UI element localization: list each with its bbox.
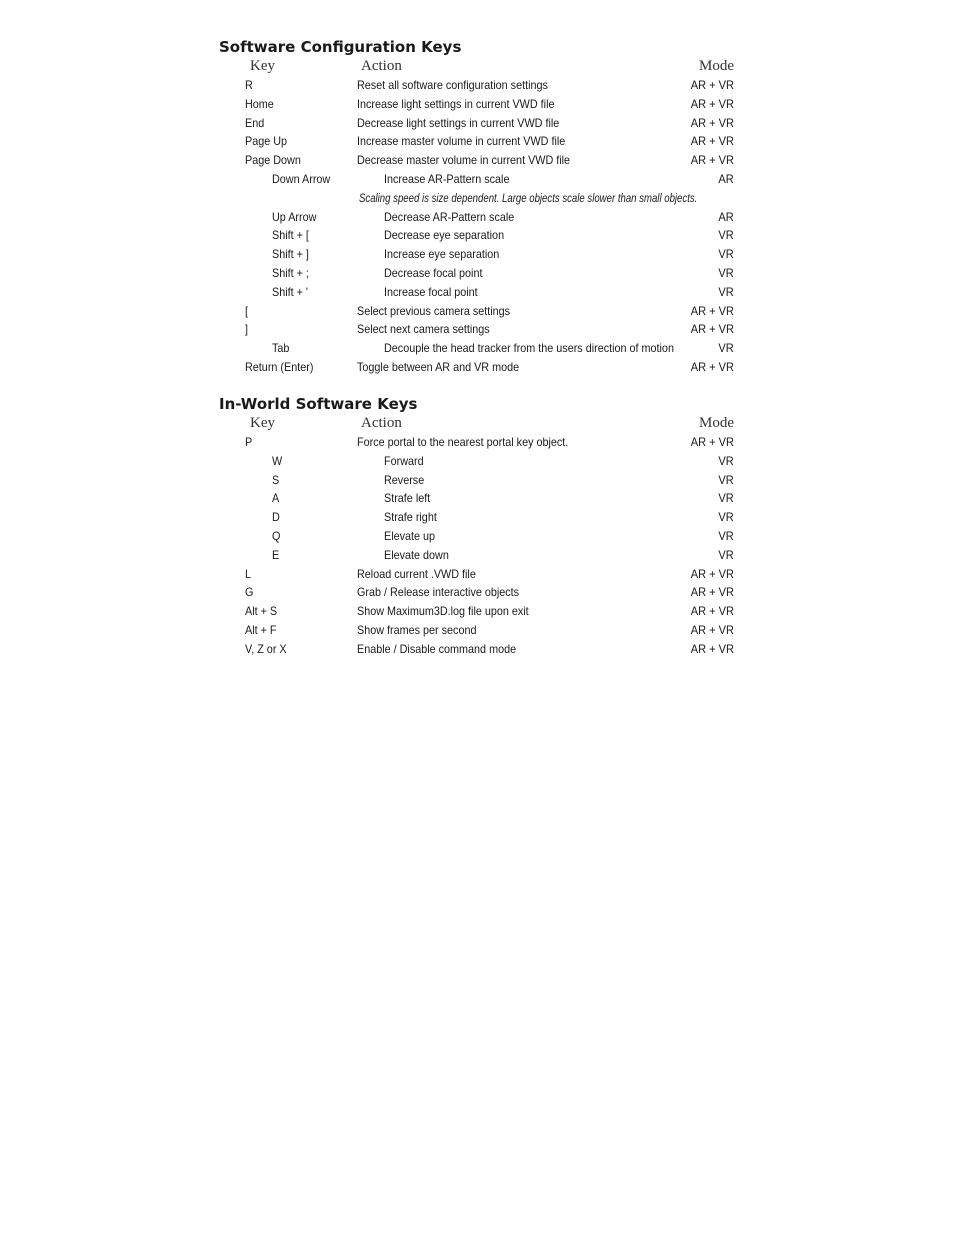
action-cell: Decrease light settings in current VWD file <box>357 115 560 130</box>
header-action: Action <box>361 58 402 74</box>
key-cell: Return (Enter) <box>245 359 314 374</box>
key-cell: S <box>272 472 280 487</box>
action-cell: Show Maximum3D.log file upon exit <box>357 604 529 619</box>
table-row <box>219 208 734 227</box>
action-cell: Increase master volume in current VWD file <box>357 134 566 149</box>
key-cell: W <box>272 453 283 468</box>
action-cell: Reload current .VWD file <box>357 566 476 581</box>
header-mode: Mode <box>699 58 734 74</box>
key-cell: L <box>245 566 252 581</box>
mode-cell: AR + VR <box>690 566 734 581</box>
key-cell: E <box>272 547 280 562</box>
key-cell: Page Down <box>245 153 301 168</box>
header-key: Key <box>250 58 275 74</box>
mode-cell: VR <box>718 247 734 262</box>
table-row <box>219 264 734 283</box>
table-row <box>219 226 734 245</box>
action-cell: Increase light settings in current VWD file <box>357 96 555 111</box>
action-cell: Increase AR-Pattern scale <box>384 171 510 186</box>
action-cell: Toggle between AR and VR mode <box>357 359 520 374</box>
header-mode: Mode <box>699 415 734 431</box>
table-row <box>219 602 734 621</box>
mode-cell: AR + VR <box>690 641 734 656</box>
mode-cell: AR + VR <box>690 153 734 168</box>
table-row <box>219 76 734 95</box>
mode-cell: AR + VR <box>690 622 734 637</box>
key-cell: V, Z or X <box>245 641 287 656</box>
key-cell: Page Up <box>245 134 288 149</box>
key-cell: R <box>245 78 253 92</box>
table-row <box>219 489 734 508</box>
table-row <box>219 640 734 659</box>
mode-cell: VR <box>718 472 734 487</box>
table-row <box>219 170 734 189</box>
action-cell: Select next camera settings <box>357 322 490 337</box>
key-cell: P <box>245 435 253 449</box>
table-row <box>219 151 734 170</box>
key-cell: Tab <box>272 341 290 356</box>
key-cell: Home <box>245 96 274 111</box>
key-cell: [ <box>245 303 249 318</box>
mode-cell: AR + VR <box>690 322 734 337</box>
mode-cell: AR + VR <box>690 78 734 92</box>
table-row <box>219 95 734 114</box>
action-cell: Decrease eye separation <box>384 228 505 243</box>
mode-cell: VR <box>718 265 734 280</box>
note-text: Scaling speed is size dependent. Large objects scale slower than small objects. <box>359 190 698 205</box>
mode-cell: VR <box>718 528 734 543</box>
mode-cell: VR <box>718 510 734 525</box>
action-cell: Elevate down <box>384 547 449 562</box>
table-row <box>219 245 734 264</box>
mode-cell: AR <box>718 209 734 224</box>
mode-cell: AR + VR <box>690 435 734 449</box>
action-cell: Strafe left <box>384 491 431 506</box>
table-row <box>219 546 734 565</box>
header-key: Key <box>250 415 275 431</box>
key-cell: A <box>272 491 280 506</box>
mode-cell: AR <box>718 171 734 186</box>
key-cell: End <box>245 115 265 130</box>
note-row <box>219 189 734 208</box>
mode-cell: VR <box>718 547 734 562</box>
mode-cell: AR + VR <box>690 96 734 111</box>
action-cell: Elevate up <box>384 528 436 543</box>
table-row <box>219 114 734 133</box>
table-row <box>219 433 734 452</box>
action-cell: Force portal to the nearest portal key object. <box>357 435 569 449</box>
mode-cell: AR + VR <box>690 359 734 374</box>
table-header <box>219 413 734 433</box>
action-cell: Forward <box>384 453 424 468</box>
action-cell: Decrease master volume in current VWD file <box>357 153 571 168</box>
key-cell: Alt + F <box>245 622 277 637</box>
table-row <box>219 320 734 339</box>
action-cell: Increase eye separation <box>384 247 500 262</box>
table-header <box>219 56 734 76</box>
mode-cell: AR + VR <box>690 303 734 318</box>
key-cell: Shift + ] <box>272 247 309 262</box>
action-cell: Strafe right <box>384 510 437 525</box>
mode-cell: VR <box>718 341 734 356</box>
table-row <box>219 358 734 377</box>
key-cell: Shift + ' <box>272 284 308 299</box>
mode-cell: AR + VR <box>690 134 734 149</box>
table-row <box>219 302 734 321</box>
mode-cell: AR + VR <box>690 115 734 130</box>
table-row <box>219 132 734 151</box>
action-cell: Select previous camera settings <box>357 303 511 318</box>
key-cell: Shift + [ <box>272 228 309 243</box>
mode-cell: VR <box>718 491 734 506</box>
table-row <box>219 565 734 584</box>
key-cell: Alt + S <box>245 604 278 619</box>
key-cell: G <box>245 585 254 600</box>
action-cell: Decrease AR-Pattern scale <box>384 209 515 224</box>
table-row <box>219 452 734 471</box>
key-table <box>219 433 734 659</box>
mode-cell: VR <box>718 228 734 243</box>
action-cell: Decouple the head tracker from the users direction of motion <box>384 341 674 356</box>
action-cell: Enable / Disable command mode <box>357 641 517 656</box>
section-title: In-World Software Keys <box>219 395 418 413</box>
table-row <box>219 508 734 527</box>
action-cell: Grab / Release interactive objects <box>357 585 520 600</box>
table-row <box>219 621 734 640</box>
table-row <box>219 527 734 546</box>
section-title: Software Configuration Keys <box>219 38 462 56</box>
key-table <box>219 76 734 377</box>
key-cell: Up Arrow <box>272 209 317 224</box>
mode-cell: AR + VR <box>690 585 734 600</box>
key-cell: ] <box>245 322 249 337</box>
key-cell: Shift + ; <box>272 265 309 280</box>
key-cell: Down Arrow <box>272 171 331 186</box>
key-cell: D <box>272 510 280 525</box>
mode-cell: VR <box>718 284 734 299</box>
table-row <box>219 471 734 490</box>
action-cell: Increase focal point <box>384 284 478 299</box>
table-row <box>219 583 734 602</box>
table-row <box>219 283 734 302</box>
table-row <box>219 339 734 358</box>
mode-cell: VR <box>718 453 734 468</box>
action-cell: Reverse <box>384 472 425 487</box>
mode-cell: AR + VR <box>690 604 734 619</box>
key-cell: Q <box>272 528 281 543</box>
action-cell: Reset all software configuration settings <box>357 78 548 92</box>
header-action: Action <box>361 415 402 431</box>
action-cell: Decrease focal point <box>384 265 483 280</box>
action-cell: Show frames per second <box>357 622 477 637</box>
